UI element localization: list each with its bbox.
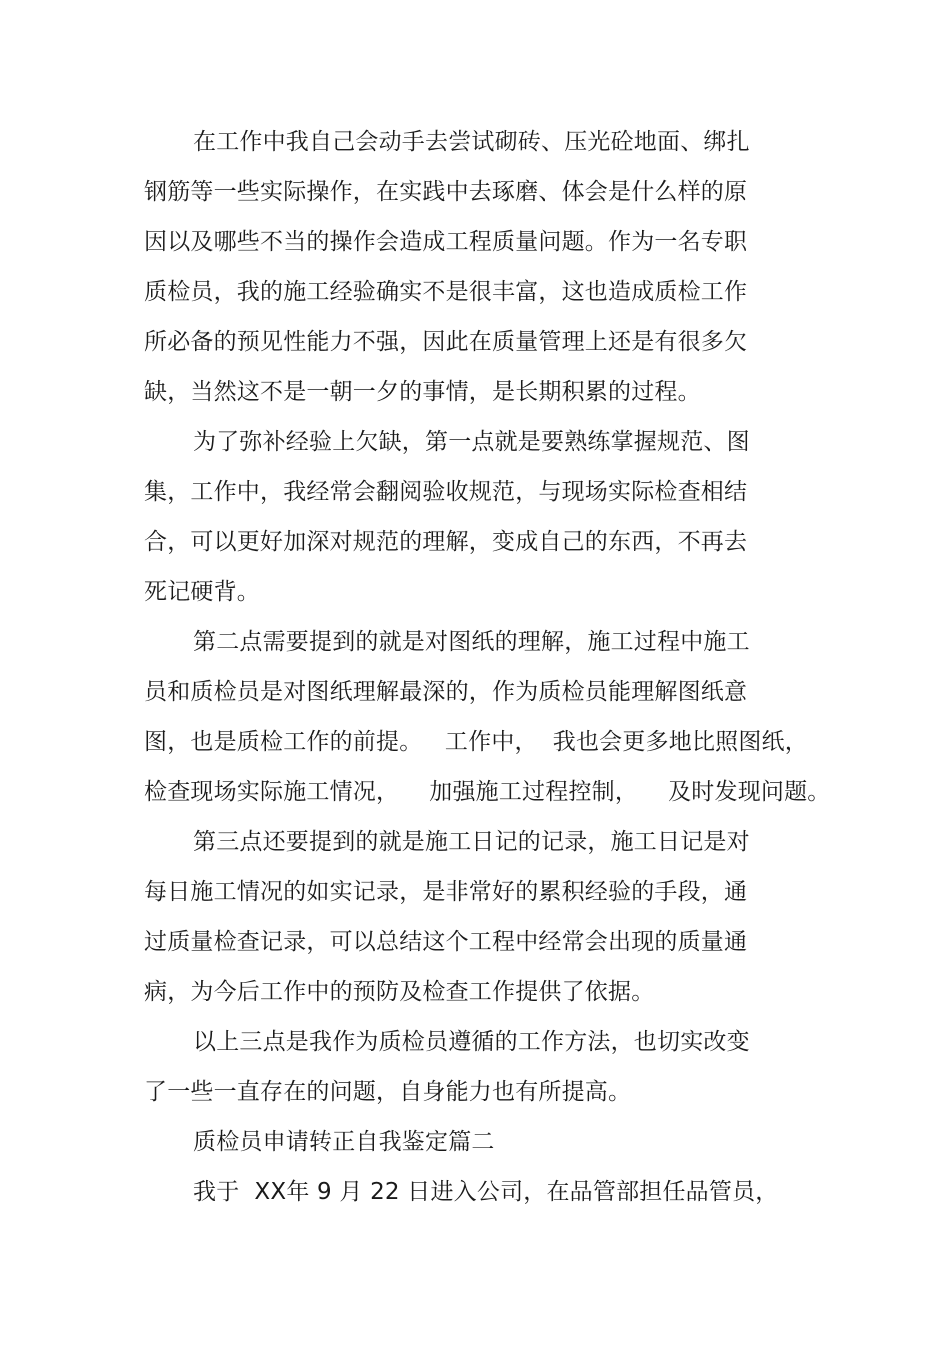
paragraph-4-line-4: 病，为今后工作中的预防及检查工作提供了依据。 [144,979,655,1005]
paragraph-3-line-2: 员和质检员是对图纸理解最深的，作为质检员能理解图纸意 [144,679,748,705]
paragraph-1-line-6: 缺，当然这不是一朝一夕的事情，是长期积累的过程。 [144,379,701,405]
paragraph-3-line-3: 图，也是质检工作的前提。 工作中， 我也会更多地比照图纸， [144,729,808,755]
paragraph-4-line-2: 每日施工情况的如实记录，是非常好的累积经验的手段，通 [144,879,748,905]
paragraph-2-line-2: 集，工作中，我经常会翻阅验收规范，与现场实际检查相结 [144,479,748,505]
paragraph-1-line-1: 在工作中我自己会动手去尝试砌砖、压光砼地面、绑扎 [193,129,750,155]
paragraph-6-line-1: 我于 XX年 9 月 22 日进入公司，在品管部担任品管员， [193,1179,779,1205]
paragraph-4-line-1: 第三点还要提到的就是施工日记的记录，施工日记是对 [193,829,750,855]
paragraph-4-line-3: 过质量检查记录，可以总结这个工程中经常会出现的质量通 [144,929,748,955]
paragraph-5-line-1: 以上三点是我作为质检员遵循的工作方法，也切实改变 [193,1029,750,1055]
paragraph-1-line-2: 钢筋等一些实际操作，在实践中去琢磨、体会是什么样的原 [144,179,748,205]
paragraph-1-line-4: 质检员，我的施工经验确实不是很丰富，这也造成质检工作 [144,279,748,305]
paragraph-3-line-4: 检查现场实际施工情况， 加强施工过程控制， 及时发现问题。 [144,779,831,805]
section-heading: 质检员申请转正自我鉴定篇二 [193,1129,495,1155]
paragraph-3-line-1: 第二点需要提到的就是对图纸的理解，施工过程中施工 [193,629,750,655]
paragraph-1-line-3: 因以及哪些不当的操作会造成工程质量问题。作为一名专职 [144,229,748,255]
paragraph-5-line-2: 了一些一直存在的问题，自身能力也有所提高。 [144,1079,632,1105]
paragraph-2-line-3: 合，可以更好加深对规范的理解，变成自己的东西，不再去 [144,529,748,555]
paragraph-2-line-4: 死记硬背。 [144,579,260,605]
paragraph-1-line-5: 所必备的预见性能力不强，因此在质量管理上还是有很多欠 [144,329,748,355]
paragraph-2-line-1: 为了弥补经验上欠缺，第一点就是要熟练掌握规范、图 [193,429,750,455]
